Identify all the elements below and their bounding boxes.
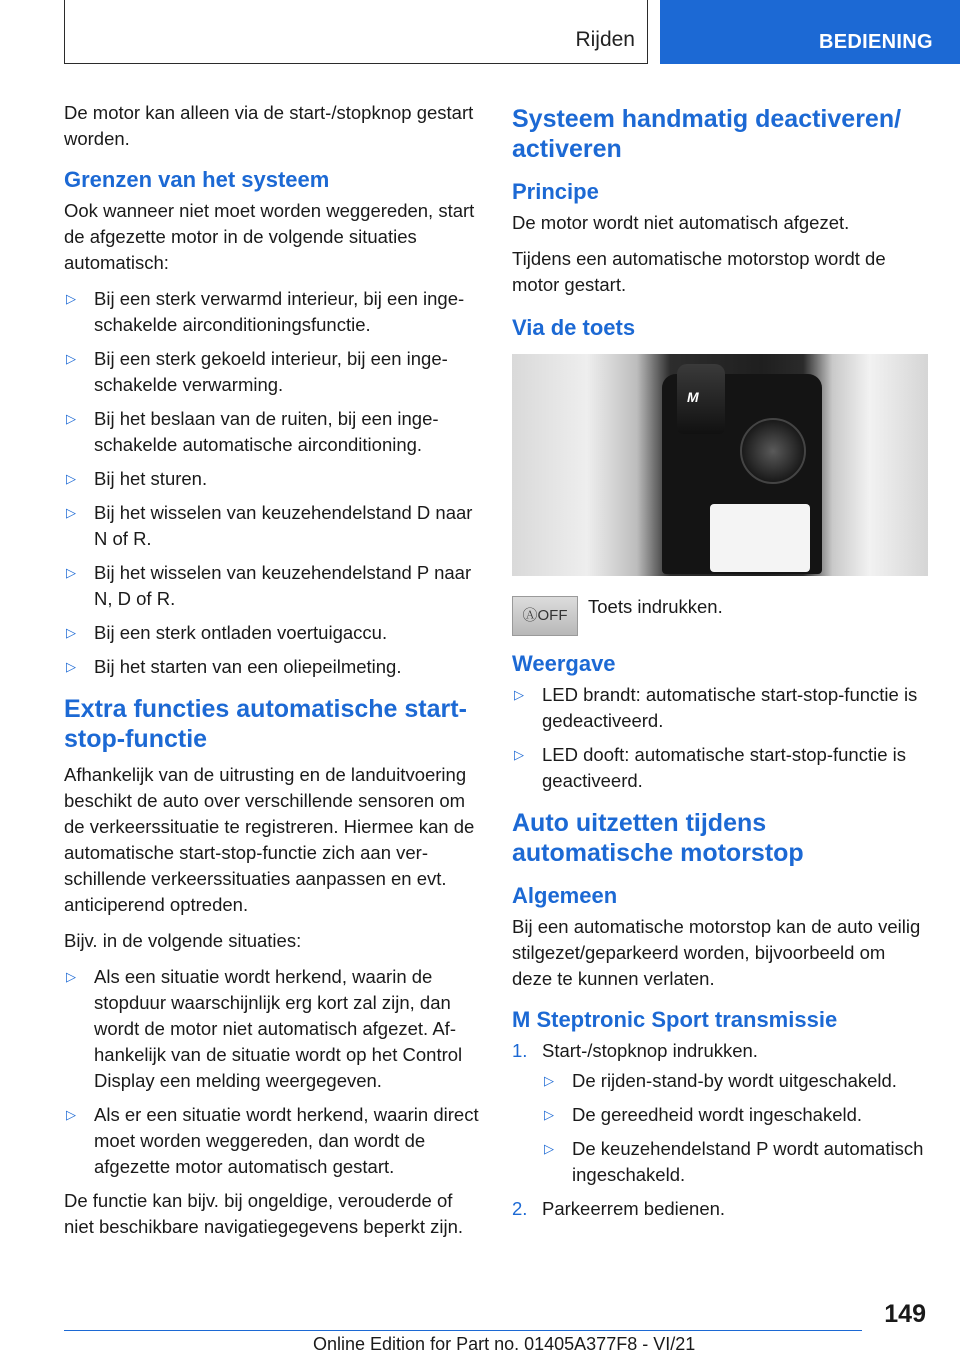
triangle-bullet-icon: ▷: [66, 969, 76, 984]
right-column: [512, 100, 930, 1230]
list-item: ▷ Bij het wisselen van keuzehendelstand D naar N of R.: [66, 502, 473, 549]
triangle-bullet-icon: ▷: [66, 1107, 76, 1122]
list-item: ▷ Bij een sterk gekoeld interieur, bij een ingeschakelde verwarming.: [66, 348, 448, 395]
press-button-text: Toets indrukken.: [588, 596, 723, 617]
heading-extra-functions: Extra functies automatische start-stop-functie: [64, 695, 467, 753]
list-item: ▷ De rijden-stand-by wordt uitgeschakeld.: [542, 1068, 930, 1094]
header-frame: [64, 0, 648, 64]
step-number: 2.: [512, 1198, 528, 1219]
triangle-bullet-icon: ▷: [66, 659, 76, 674]
triangle-bullet-icon: ▷: [66, 291, 76, 306]
edition-footer: Online Edition for Part no. 01405A377F8 - VI/21: [313, 1334, 696, 1354]
extra-paragraph: Afhankelijk van de uitrusting en de landuitvoering beschikt de auto over verschillende sensoren om de verkeerssituatie te registreren. Hiermee kan de automatische start-stop-functie zich aan verschillende verkeerssituaties aanpassen en evt. anticiperend optreden.: [64, 764, 475, 915]
list-item: ▷ De gereedheid wordt ingeschakeld.: [542, 1102, 930, 1128]
triangle-bullet-icon: ▷: [66, 411, 76, 426]
list-item: ▷ Bij het sturen.: [64, 466, 482, 492]
triangle-bullet-icon: ▷: [544, 1141, 554, 1156]
triangle-bullet-icon: ▷: [544, 1073, 554, 1088]
button-instruction: [512, 594, 930, 636]
list-item: 1. Start-/stopknop indrukken. ▷ De rijden-stand-by wordt uitgeschakeld. ▷ De gereedheid wordt ingeschakeld. ▷ De keuzehendelstand P wordt automatisch ingeschakeld.: [512, 1038, 930, 1188]
m-logo: M: [687, 389, 699, 405]
general-paragraph: Bij een automatische motorstop kan de auto veilig stilgezet/geparkeerd worden, bijvoorbeeld om deze te kunnen verlaten.: [512, 916, 921, 989]
step-number: 1.: [512, 1040, 528, 1061]
list-item: 2. Parkeerrem bedienen.: [512, 1196, 930, 1222]
header-section-title: Rijden: [575, 28, 635, 51]
header-chapter-tab[interactable]: BEDIENING: [660, 0, 960, 64]
triangle-bullet-icon: ▷: [514, 747, 524, 762]
triangle-bullet-icon: ▷: [514, 687, 524, 702]
heading-steptronic: M Steptronic Sport transmissie: [512, 1007, 838, 1032]
list-item: ▷ Bij het beslaan van de ruiten, bij een ingeschakelde automatische airconditioning.: [66, 408, 439, 455]
console-tray: [710, 504, 810, 572]
limits-paragraph: Ook wanneer niet moet worden weggereden, start de afgezette motor in de volgende situaties automatisch:: [64, 200, 475, 273]
heading-limits: Grenzen van het systeem: [64, 167, 330, 192]
principle-paragraph-1: De motor wordt niet automatisch afgezet.: [512, 212, 850, 233]
limits-list: [64, 286, 482, 680]
list-item: ▷ De keuzehendelstand P wordt automatisch ingeschakeld.: [544, 1138, 924, 1185]
list-item: ▷ Bij een sterk verwarmd interieur, bij een ingeschakelde airconditioningsfunctie.: [66, 288, 465, 335]
navigation-limit-paragraph: De functie kan bijv. bij ongeldige, verouderde of niet beschikbare navigatiegegevens beperkt zijn.: [64, 1190, 464, 1237]
steps-list: [512, 1038, 930, 1222]
substeps-list: [542, 1068, 930, 1188]
triangle-bullet-icon: ▷: [66, 625, 76, 640]
triangle-bullet-icon: ▷: [66, 351, 76, 366]
triangle-bullet-icon: ▷: [66, 471, 76, 486]
triangle-bullet-icon: ▷: [66, 505, 76, 520]
auto-start-stop-off-icon: ⒶOFF: [512, 596, 578, 636]
triangle-bullet-icon: ▷: [66, 565, 76, 580]
heading-general: Algemeen: [512, 883, 618, 908]
list-item: ▷ LED brandt: automatische start-stop-functie is gedeactiveerd.: [514, 684, 918, 731]
heading-turn-off: Auto uitzetten tijdens automatische motorstop: [512, 809, 804, 867]
example-paragraph: Bijv. in de volgende situaties:: [64, 930, 302, 951]
triangle-bullet-icon: ▷: [544, 1107, 554, 1122]
footer-divider: [64, 1330, 862, 1331]
heading-principle: Principe: [512, 179, 599, 204]
heading-display: Weergave: [512, 651, 616, 676]
list-item: ▷ LED dooft: automatische start-stop-functie is geactiveerd.: [514, 744, 907, 791]
list-item: ▷ Als er een situatie wordt herkend, waarin direct moet worden weggereden, dan wordt de afgezette motor automatisch gestart.: [66, 1104, 479, 1177]
heading-manual-deactivate: Systeem handmatig deactiveren/ activeren: [512, 105, 902, 163]
list-item: ▷ Bij een sterk ontladen voertuigaccu.: [64, 620, 482, 646]
center-console-photo: [512, 354, 928, 576]
page-number: 149: [884, 1300, 926, 1328]
list-item: ▷ Bij het wisselen van keuzehendelstand P naar N, D of R.: [66, 562, 472, 609]
heading-via-button: Via de toets: [512, 315, 636, 340]
list-item: ▷ Bij het starten van een oliepeilmeting.: [64, 654, 482, 680]
display-list: [512, 682, 930, 794]
gear-selector: [677, 364, 725, 434]
left-column: [64, 100, 482, 1250]
principle-paragraph-2: Tijdens een automatische motorstop wordt de motor gestart.: [512, 248, 886, 295]
list-item: ▷ Als een situatie wordt herkend, waarin de stopduur waarschijnlijk erg kort zal zijn, dan wordt de motor niet automatisch afgezet. Afhankelijk van de situatie wordt op het Control Display een melding weergegeven.: [66, 966, 463, 1091]
situations-list: [64, 964, 482, 1180]
intro-paragraph: De motor kan alleen via de start-/stopknop gestart worden.: [64, 102, 474, 149]
idrive-controller: [740, 418, 806, 484]
